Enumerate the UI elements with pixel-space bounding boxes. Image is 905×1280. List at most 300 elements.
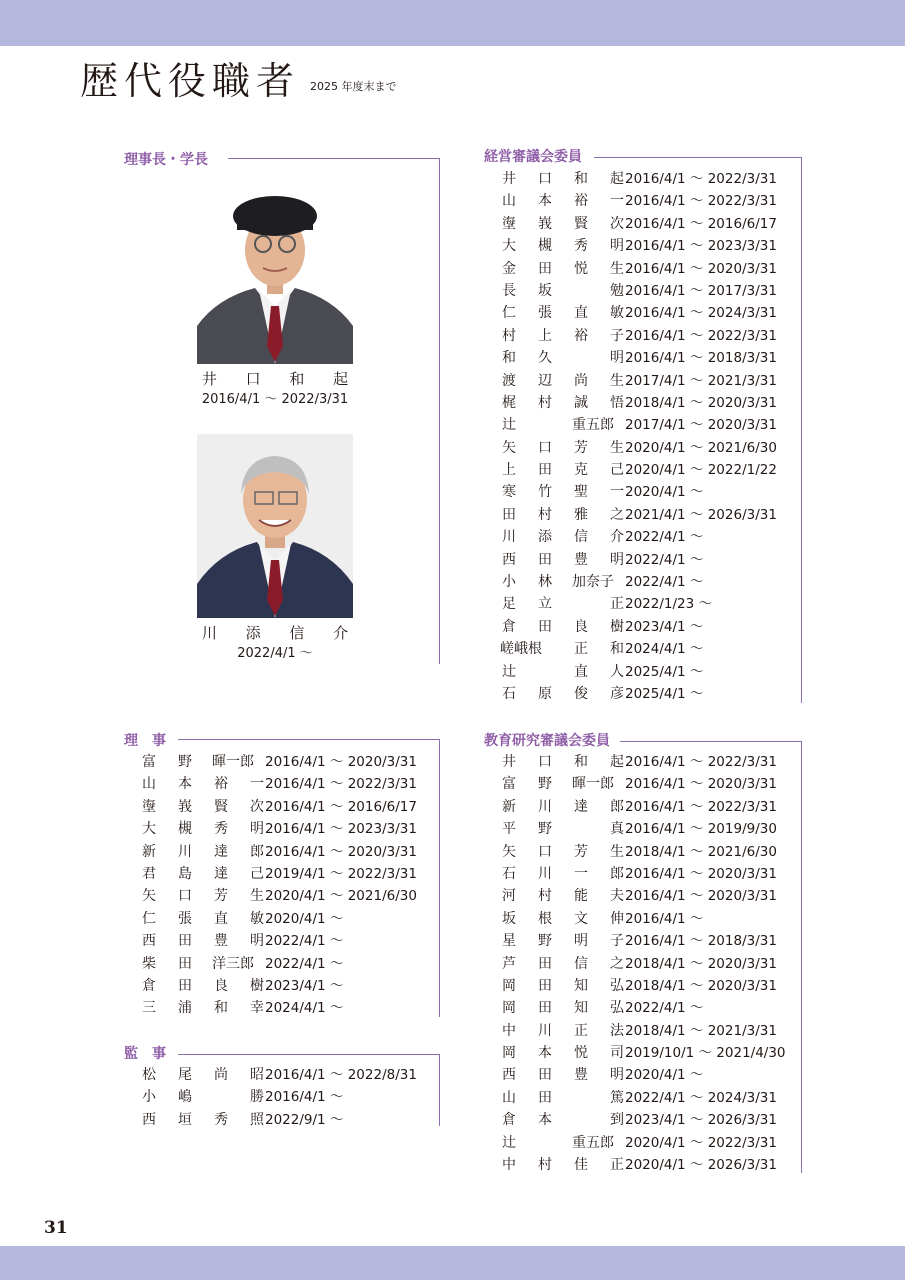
member-term: 2022/4/1 ～ [265, 955, 344, 972]
name-part: 垣 [178, 1111, 192, 1128]
name-part: 本 [538, 193, 552, 210]
name-part: 倉 [502, 1112, 516, 1129]
member-term: 2016/4/1 ～ 2024/3/31 [625, 305, 777, 322]
research-section [484, 731, 806, 1176]
name-part: 克 [574, 462, 588, 479]
name-part: 峩 [538, 215, 552, 232]
member-term: 2018/4/1 ～ 2020/3/31 [625, 955, 777, 972]
name-part: 明 [610, 238, 624, 255]
name-part: 口 [538, 754, 552, 770]
name-part: 信 [574, 529, 588, 546]
member-term: 2025/4/1 ～ [625, 685, 704, 702]
name-part: 之 [610, 955, 624, 972]
member-term: 2022/1/23 ～ [625, 596, 713, 613]
list-item [484, 437, 794, 459]
list-item [124, 1064, 434, 1086]
name-part: 法 [610, 1022, 624, 1039]
name-part: 添 [538, 529, 552, 546]
name-part: 良 [214, 977, 228, 994]
name-part: 上 [502, 462, 516, 479]
member-term: 2023/4/1 ～ [265, 977, 344, 994]
name-part: 仁 [502, 305, 516, 322]
list-item [484, 683, 794, 705]
member-term: 2016/4/1 ～ [625, 910, 704, 927]
name-part: 起 [610, 754, 624, 770]
research-list [484, 751, 794, 1176]
name-part: 田 [538, 955, 552, 972]
name-part: 上 [538, 327, 552, 344]
name-part: 河 [502, 888, 516, 905]
list-item [484, 392, 794, 414]
name-part: 秀 [214, 1111, 228, 1128]
list-item [484, 796, 794, 818]
name-part: 辻 [502, 663, 516, 680]
name-part: 岡 [502, 1045, 516, 1062]
name-part: 村 [538, 1157, 552, 1174]
name-part: 田 [538, 1089, 552, 1106]
name-part: 田 [178, 955, 192, 972]
name-part: 明 [574, 933, 588, 950]
name-part: 村 [538, 888, 552, 905]
list-item [484, 235, 794, 257]
member-term: 2023/4/1 ～ [625, 618, 704, 635]
name-part: 篤 [610, 1089, 624, 1106]
member-term: 2020/4/1 ～ 2026/3/31 [625, 1157, 777, 1174]
name-part: 裕 [214, 776, 228, 793]
member-term: 2022/4/1 ～ 2024/3/31 [625, 1089, 777, 1106]
name-part: 尚 [574, 372, 588, 389]
list-item [484, 549, 794, 571]
list-item [484, 1064, 794, 1086]
name-part: 加奈子 [572, 574, 614, 591]
person-name: 井 口 和 起 [201, 370, 361, 388]
name-part: 田 [502, 506, 516, 523]
list-item [124, 796, 434, 818]
name-part: 芳 [574, 843, 588, 860]
name-part: 次 [250, 798, 264, 815]
member-term: 2022/9/1 ～ [265, 1111, 344, 1128]
name-part: 生 [610, 260, 624, 277]
name-part: 井 [502, 754, 516, 770]
list-item [484, 481, 794, 503]
name-part: 小 [142, 1089, 156, 1106]
name-part: 村 [538, 394, 552, 411]
section-rule [178, 739, 440, 740]
list-item [124, 818, 434, 840]
list-item [484, 908, 794, 930]
name-part: 山 [502, 1089, 516, 1106]
auditors-section [124, 1044, 444, 1134]
member-term: 2024/4/1 ～ [265, 1000, 344, 1017]
name-part: 川 [502, 529, 516, 546]
list-item [124, 953, 434, 975]
page-subtitle: 2025 年度末まで [310, 80, 397, 93]
name-part: 石 [502, 685, 516, 702]
list-item [124, 1086, 434, 1108]
name-part: 正 [610, 596, 624, 613]
name-part: 聖 [574, 484, 588, 501]
name-part: 本 [538, 1112, 552, 1129]
member-term: 2022/4/1 ～ [625, 529, 704, 546]
name-part: 信 [574, 955, 588, 972]
member-term: 2016/4/1 ～ 2020/3/31 [265, 754, 417, 770]
member-term: 2016/4/1 ～ 2022/3/31 [625, 327, 777, 344]
name-part: 秀 [214, 821, 228, 838]
page-title: 歴代役職者 [80, 59, 301, 103]
name-part: 雅 [574, 506, 588, 523]
list-item [484, 280, 794, 302]
name-part: 新 [502, 798, 516, 815]
member-term: 2020/4/1 ～ [625, 484, 704, 501]
name-part: 辻 [502, 417, 516, 434]
member-term: 2016/4/1 ～ 2016/6/17 [265, 798, 417, 815]
name-part: 暉一郎 [572, 776, 614, 793]
section-heading: 経営審議会委員 [484, 149, 582, 165]
member-term: 2020/4/1 ～ [625, 1067, 704, 1084]
name-part: 裕 [574, 327, 588, 344]
name-part: 平 [502, 821, 516, 838]
list-item [484, 885, 794, 907]
person-term: 2022/4/1 ～ [237, 646, 313, 661]
section-rule [594, 157, 802, 158]
list-item [484, 325, 794, 347]
list-item [484, 571, 794, 593]
member-term: 2016/4/1 ～ 2020/3/31 [625, 260, 777, 277]
name-part: 一 [574, 865, 588, 882]
name-part: 豊 [574, 1067, 588, 1084]
name-part: 達 [214, 865, 228, 882]
name-part: 尚 [214, 1067, 228, 1083]
member-term: 2018/4/1 ～ 2021/6/30 [625, 843, 777, 860]
name-part: 暉一郎 [212, 754, 254, 770]
list-item [484, 168, 794, 190]
section-heading: 理 事 [124, 733, 166, 749]
name-part: 口 [538, 439, 552, 456]
name-part: 仁 [142, 910, 156, 927]
name-part: 樹 [610, 618, 624, 635]
list-item [484, 1020, 794, 1042]
name-part: 己 [250, 865, 264, 882]
name-part: 岡 [502, 1000, 516, 1017]
name-part: 直 [574, 305, 588, 322]
name-part: 中 [502, 1157, 516, 1174]
name-part: 起 [610, 171, 624, 187]
name-part: 梶 [502, 394, 516, 411]
member-term: 2024/4/1 ～ [625, 641, 704, 658]
member-term: 2016/4/1 ～ 2016/6/17 [625, 215, 777, 232]
name-part: 田 [538, 618, 552, 635]
list-item [484, 997, 794, 1019]
member-term: 2016/4/1 ～ 2020/3/31 [625, 865, 777, 882]
name-part: 豊 [574, 551, 588, 568]
section-heading: 監 事 [124, 1046, 166, 1062]
name-part: 君 [142, 865, 156, 882]
member-term: 2020/4/1 ～ [265, 910, 344, 927]
name-part: 小 [502, 574, 516, 591]
name-part: 峩 [178, 798, 192, 815]
name-part: 松 [142, 1067, 156, 1083]
name-part: 賢 [214, 798, 228, 815]
management-list [484, 168, 794, 705]
name-part: 一 [610, 484, 624, 501]
list-item [124, 997, 434, 1019]
name-part: 到 [610, 1112, 624, 1129]
name-part: 坂 [502, 910, 516, 927]
management-section [484, 147, 806, 707]
list-item [484, 616, 794, 638]
name-part: 尾 [178, 1067, 192, 1083]
list-item [124, 863, 434, 885]
member-term: 2018/4/1 ～ 2021/3/31 [625, 1022, 777, 1039]
name-part: 己 [610, 462, 624, 479]
name-part: 達 [574, 798, 588, 815]
name-part: 悦 [574, 260, 588, 277]
name-part: 田 [538, 462, 552, 479]
name-part: 伸 [610, 910, 624, 927]
name-part: 槻 [178, 821, 192, 838]
portrait-photo [197, 434, 353, 618]
name-part: 島 [178, 865, 192, 882]
name-part: 知 [574, 977, 588, 994]
name-part: 野 [538, 933, 552, 950]
name-part: 正 [610, 1157, 624, 1174]
list-item [484, 953, 794, 975]
member-term: 2016/4/1 ～ 2019/9/30 [625, 821, 777, 838]
list-item [124, 1109, 434, 1131]
person-term: 2016/4/1 ～ 2022/3/31 [201, 392, 349, 407]
member-term: 2021/4/1 ～ 2026/3/31 [625, 506, 777, 523]
list-item [484, 593, 794, 615]
list-item [484, 258, 794, 280]
name-part: 口 [178, 888, 192, 905]
name-part: 長 [502, 282, 516, 299]
name-part: 西 [502, 551, 516, 568]
name-part: 昭 [250, 1067, 264, 1083]
portrait-photo [197, 186, 353, 364]
name-part: 佳 [574, 1157, 588, 1174]
name-part: 誠 [574, 394, 588, 411]
name-part: 之 [610, 506, 624, 523]
list-item [124, 908, 434, 930]
name-part: 賢 [574, 215, 588, 232]
name-part: 倉 [142, 977, 156, 994]
name-part: 富 [502, 776, 516, 793]
name-part: 一 [250, 776, 264, 793]
member-term: 2016/4/1 ～ 2023/3/31 [625, 238, 777, 255]
name-part: 浦 [178, 1000, 192, 1017]
portrait-1-image [197, 186, 353, 364]
name-part: 明 [610, 551, 624, 568]
name-part: 張 [178, 910, 192, 927]
name-part: 豊 [214, 933, 228, 950]
list-item [484, 213, 794, 235]
list-item [484, 818, 794, 840]
name-part: 石 [502, 865, 516, 882]
list-item [484, 459, 794, 481]
name-part: 生 [610, 843, 624, 860]
name-part: 明 [610, 1067, 624, 1084]
member-term: 2020/4/1 ～ 2021/6/30 [265, 888, 417, 905]
member-term: 2016/4/1 ～ 2022/3/31 [625, 754, 777, 770]
name-part: 次 [610, 215, 624, 232]
list-item [484, 302, 794, 324]
name-part: 生 [250, 888, 264, 905]
member-term: 2016/4/1 ～ 2020/3/31 [625, 888, 777, 905]
list-item [484, 1154, 794, 1176]
name-part: 渡 [502, 372, 516, 389]
name-part: 知 [574, 1000, 588, 1017]
name-part: 幸 [250, 1000, 264, 1017]
name-part: 文 [574, 910, 588, 927]
name-part: 裕 [574, 193, 588, 210]
member-term: 2016/4/1 ～ 2022/8/31 [265, 1067, 417, 1083]
member-term: 2016/4/1 ～ 2022/3/31 [265, 776, 417, 793]
name-part: 悟 [610, 394, 624, 411]
name-part: 辻 [502, 1134, 516, 1151]
section-rule [228, 158, 440, 159]
name-part: 勝 [250, 1089, 264, 1106]
section-side-rule [801, 741, 802, 1173]
member-term: 2022/4/1 ～ [625, 1000, 704, 1017]
list-item [484, 638, 794, 660]
name-part: 介 [610, 529, 624, 546]
list-item [484, 526, 794, 548]
name-part: 能 [574, 888, 588, 905]
list-item [484, 1087, 794, 1109]
name-part: 岡 [502, 977, 516, 994]
name-part: 本 [178, 776, 192, 793]
name-part: 口 [538, 843, 552, 860]
name-part: 正 [574, 1022, 588, 1039]
name-part: 田 [538, 977, 552, 994]
list-item [124, 975, 434, 997]
name-part: 直 [214, 910, 228, 927]
directors-list [124, 751, 434, 1020]
name-part: 辺 [538, 372, 552, 389]
list-item [124, 841, 434, 863]
member-term: 2016/4/1 ～ 2022/3/31 [625, 798, 777, 815]
name-part: 田 [178, 977, 192, 994]
section-side-rule [801, 157, 802, 703]
name-part: 弘 [610, 977, 624, 994]
portrait-2-image [197, 434, 353, 618]
name-part: 新 [142, 843, 156, 860]
name-part: 倉 [502, 618, 516, 635]
name-part: 和 [574, 754, 588, 770]
name-part: 富 [142, 754, 156, 770]
name-part: 田 [538, 260, 552, 277]
name-part: 三 [142, 1000, 156, 1017]
member-term: 2020/4/1 ～ 2022/3/31 [625, 1134, 777, 1151]
member-term: 2016/4/1 ～ 2022/3/31 [625, 171, 777, 187]
name-part: 矢 [142, 888, 156, 905]
name-part: 勉 [610, 282, 624, 299]
name-part: 西 [502, 1067, 516, 1084]
name-part: 夫 [610, 888, 624, 905]
name-part: 田 [538, 1000, 552, 1017]
person-name: 川 添 信 介 [201, 624, 361, 642]
list-item [484, 975, 794, 997]
name-part: 寒 [502, 484, 516, 501]
directors-section [124, 731, 444, 1021]
member-term: 2022/4/1 ～ [625, 574, 704, 591]
section-heading: 理事長・学長 [124, 152, 208, 168]
section-side-rule [439, 158, 440, 664]
name-part: 村 [538, 506, 552, 523]
name-part: 明 [610, 350, 624, 367]
name-part: 生 [610, 372, 624, 389]
name-part: 人 [610, 663, 624, 680]
section-side-rule [439, 1054, 440, 1126]
name-part: 彦 [610, 685, 624, 702]
name-part: 和 [502, 350, 516, 367]
member-term: 2019/10/1 ～ 2021/4/30 [625, 1045, 786, 1062]
name-part: 山 [142, 776, 156, 793]
name-part: 良 [574, 618, 588, 635]
name-part: 金 [502, 260, 516, 277]
member-term: 2016/4/1 ～ 2023/3/31 [265, 821, 417, 838]
footer-band [0, 1246, 905, 1280]
name-part: 俊 [574, 685, 588, 702]
name-part: 和 [610, 641, 624, 658]
name-part: 和 [214, 1000, 228, 1017]
name-part: 郎 [610, 865, 624, 882]
name-part: 直 [574, 663, 588, 680]
name-part: 張 [538, 305, 552, 322]
list-item [484, 751, 794, 773]
member-term: 2016/4/1 ～ 2017/3/31 [625, 282, 777, 299]
name-part: 洋三郎 [212, 955, 254, 972]
member-term: 2019/4/1 ～ 2022/3/31 [265, 865, 417, 882]
member-term: 2016/4/1 ～ 2018/3/31 [625, 350, 777, 367]
name-part: 秀 [574, 238, 588, 255]
name-part: 子 [610, 327, 624, 344]
name-part: 照 [250, 1111, 264, 1128]
name-part: 野 [538, 776, 552, 793]
member-term: 2017/4/1 ～ 2020/3/31 [625, 417, 777, 434]
name-part: 口 [538, 171, 552, 187]
name-part: 明 [250, 933, 264, 950]
member-term: 2022/4/1 ～ [625, 551, 704, 568]
member-term: 2018/4/1 ～ 2020/3/31 [625, 977, 777, 994]
name-part: 芦 [502, 955, 516, 972]
name-part: 敏 [610, 305, 624, 322]
name-part: 西 [142, 933, 156, 950]
name-part: 田 [538, 1067, 552, 1084]
name-part: 村 [502, 327, 516, 344]
name-part: 川 [538, 798, 552, 815]
name-part: 井 [502, 171, 516, 187]
name-part: 一 [610, 193, 624, 210]
name-part: 川 [538, 1022, 552, 1039]
list-item [484, 661, 794, 683]
name-part: 嵯峨根 [500, 641, 542, 658]
list-item [484, 1109, 794, 1131]
name-part: 悦 [574, 1045, 588, 1062]
list-item [484, 190, 794, 212]
section-heading: 教育研究審議会委員 [484, 733, 610, 749]
name-part: 根 [538, 910, 552, 927]
name-part: 樹 [250, 977, 264, 994]
name-part: 和 [574, 171, 588, 187]
section-side-rule [439, 739, 440, 1017]
name-part: 芳 [574, 439, 588, 456]
name-part: 敏 [250, 910, 264, 927]
name-part: 川 [178, 843, 192, 860]
member-term: 2017/4/1 ～ 2021/3/31 [625, 372, 777, 389]
name-part: 正 [574, 641, 588, 658]
name-part: 大 [502, 238, 516, 255]
